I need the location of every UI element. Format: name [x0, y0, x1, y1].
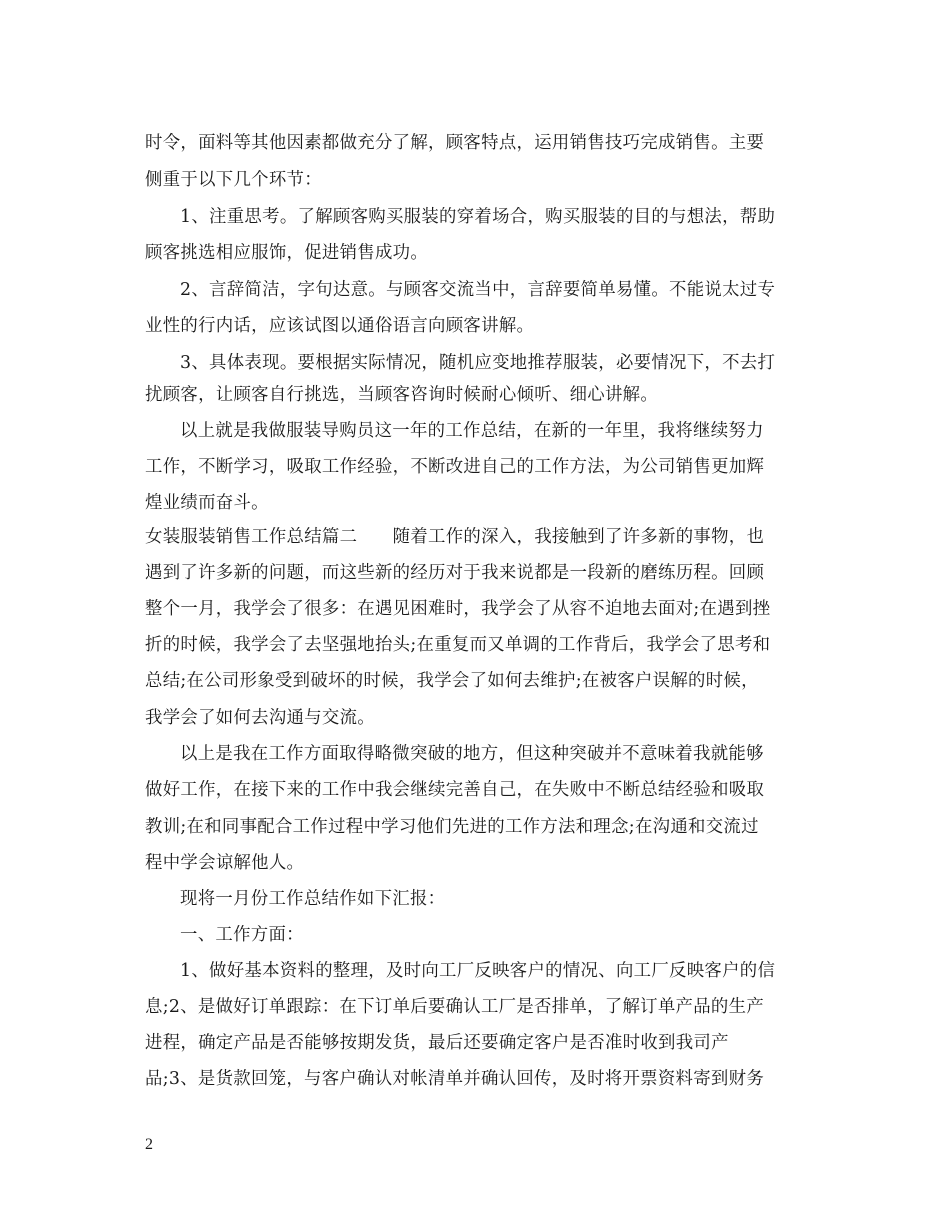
text-line: 我学会了如何去沟通与交流。 — [145, 708, 375, 728]
text-line: 遇到了许多新的问题，而这些新的经历对于我来说都是一段新的磨练历程。回顾 — [145, 563, 765, 583]
page-number: 2 — [145, 1136, 153, 1153]
text-line: 教训;在和同事配合工作过程中学习他们先进的工作方法和理念;在沟通和交流过 — [145, 817, 759, 837]
text-line: 2、言辞简洁，字句达意。与顾客交流当中，言辞要简单易懂。不能说太过专 — [180, 280, 776, 300]
text-line: 一、工作方面： — [180, 925, 304, 945]
text-line: 现将一月份工作总结作如下汇报： — [180, 889, 446, 909]
text-line: 做好工作，在接下来的工作中我会继续完善自己，在失败中不断总结经验和吸取 — [145, 780, 765, 800]
text-line: 总结;在公司形象受到破坏的时候，我学会了如何去维护;在被客户误解的时候， — [145, 671, 759, 691]
text-line: 煌业绩而奋斗。 — [145, 493, 269, 513]
text-line: 1、做好基本资料的整理，及时向工厂反映客户的情况、向工厂反映客户的信 — [180, 961, 776, 981]
text-line: 工作，不断学习，吸取工作经验，不断改进自己的工作方法，为公司销售更加辉 — [145, 457, 765, 477]
text-line: 程中学会谅解他人。 — [145, 853, 305, 873]
text-line: 折的时候，我学会了去坚强地抬头;在重复而又单调的工作背后，我学会了思考和 — [145, 635, 771, 655]
text-line: 扰顾客，让顾客自行挑选，当顾客咨询时候耐心倾听、细心讲解。 — [145, 385, 659, 405]
section-heading-line: 女装服装销售工作总结篇二 随着工作的深入，我接触到了许多新的事物，也 — [145, 527, 765, 547]
text-line: 以上是我在工作方面取得略微突破的地方，但这种突破并不意味着我就能够 — [180, 744, 764, 764]
text-line: 以上就是我做服装导购员这一年的工作总结，在新的一年里，我将继续努力 — [180, 421, 764, 441]
text-line: 业性的行内话，应该试图以通俗语言向顾客讲解。 — [145, 316, 535, 336]
text-line: 侧重于以下几个环节： — [145, 170, 322, 190]
text-line: 进程，确定产品是否能够按期发货，最后还要确定客户是否准时收到我司产 — [145, 1033, 729, 1053]
text-line: 3、具体表现。要根据实际情况，随机应变地推荐服装，必要情况下，不去打 — [180, 353, 776, 373]
text-line: 时令，面料等其他因素都做充分了解，顾客特点，运用销售技巧完成销售。主要 — [145, 133, 765, 153]
text-line: 1、注重思考。了解顾客购买服装的穿着场合，购买服装的目的与想法，帮助 — [180, 207, 776, 227]
text-line: 品;3、是货款回笼，与客户确认对帐清单并确认回传，及时将开票资料寄到财务 — [145, 1069, 765, 1089]
text-line: 整个一月，我学会了很多：在遇见困难时，我学会了从容不迫地去面对;在遇到挫 — [145, 599, 771, 619]
text-line: 息;2、是做好订单跟踪：在下订单后要确认工厂是否排单，了解订单产品的生产 — [145, 997, 765, 1017]
text-line: 顾客挑选相应服饰，促进销售成功。 — [145, 243, 429, 263]
